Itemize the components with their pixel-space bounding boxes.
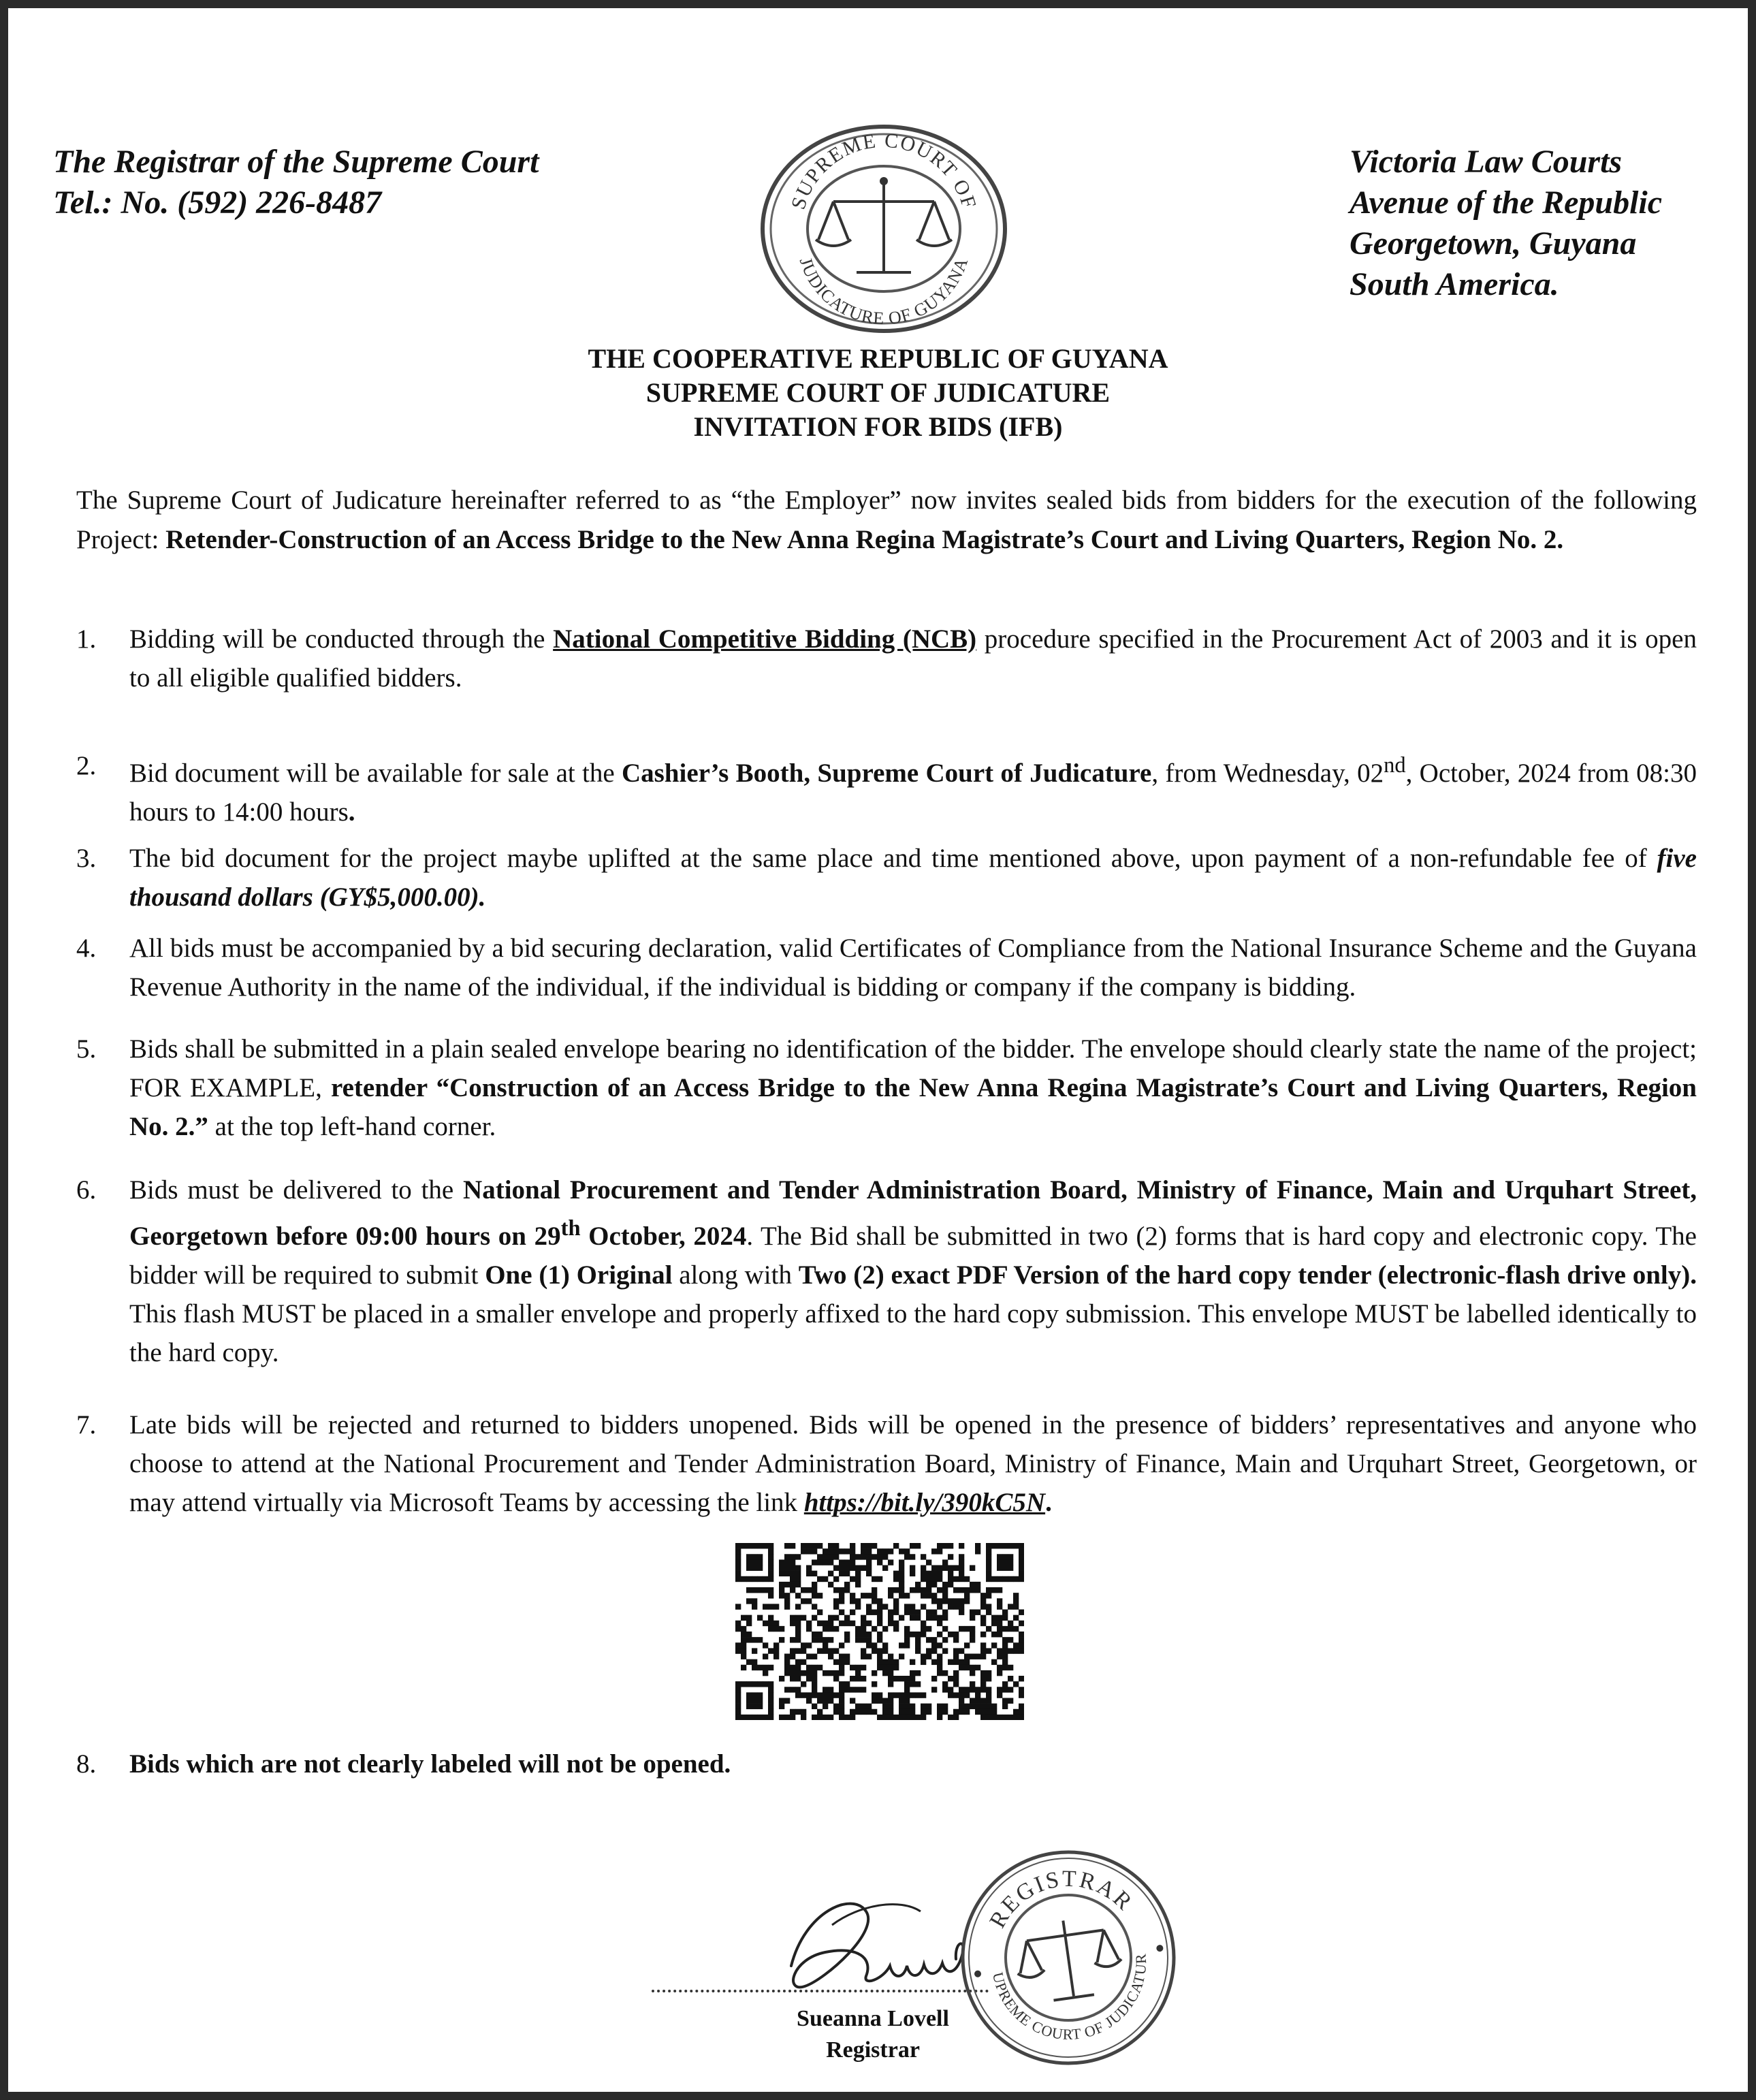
- item-period: .: [1045, 1488, 1052, 1517]
- list-item: [76, 839, 1697, 917]
- address-line: Victoria Law Courts: [1350, 144, 1623, 180]
- item-number: 5.: [76, 1034, 97, 1064]
- list-item: [76, 929, 1697, 1006]
- list-item: [76, 1405, 1697, 1522]
- registrar-signature: [764, 1884, 982, 2000]
- signature-line: [652, 1990, 989, 1992]
- item-text: . The Bid shall be submitted in two (2) forms that is hard copy and electronic copy. The bidder will be required to submit: [129, 1222, 1697, 1290]
- address-line: Georgetown, Guyana: [1350, 225, 1637, 261]
- delivery-location: National Procurement and Tender Administration Board, Ministry of Finance, Main and Urquhart Street, Georgetown before 09:00 hours on 29: [129, 1175, 1697, 1251]
- item-number: 7.: [76, 1410, 97, 1439]
- ifb-title: INVITATION FOR BIDS (IFB): [693, 411, 1063, 442]
- date-suffix: nd: [1384, 753, 1406, 778]
- intro-text: The Supreme Court of Judicature hereinafter referred to as “the Employer” now invites sealed bids from bidders for the execution of the following Project:: [76, 486, 1697, 554]
- item-number: 2.: [76, 751, 97, 780]
- delivery-date: October, 2024: [580, 1222, 747, 1251]
- item-text: The bid document for the project maybe uplifted at the same place and time mentioned above, upon payment of a non-refundable fee of: [129, 844, 1657, 873]
- list-item: [76, 746, 1697, 831]
- court-title: SUPREME COURT OF JUDICATURE: [645, 377, 1111, 408]
- document-titles: [8, 342, 1748, 444]
- item-text: procedure specified in the Procurement Act of 2003 and it is open to all eligible qualified bidders.: [129, 624, 1697, 693]
- svg-text:JUDICATURE OF GUYANA: JUDICATURE OF GUYANA: [795, 255, 972, 329]
- ncb-term: National Competitive Bidding (NCB): [553, 624, 977, 654]
- list-item: [76, 1171, 1697, 1372]
- original-copy: One (1) Original: [485, 1260, 673, 1290]
- item-text: along with: [672, 1260, 799, 1290]
- item-text: at the top left-hand corner.: [208, 1112, 496, 1141]
- svg-text:SUPREME COURT OF JUDICATURE: SUPREME COURT OF JUDICATURE: [989, 1952, 1150, 2043]
- item-period: .: [348, 797, 355, 827]
- item-number: 3.: [76, 844, 97, 873]
- item-text: Bidding will be conducted through the: [129, 624, 554, 654]
- address-line: South America.: [1350, 266, 1559, 302]
- item-text: Bid document will be available for sale at the: [129, 759, 622, 788]
- svg-text:REGISTRAR: REGISTRAR: [985, 1866, 1138, 1932]
- item-text: Bids which are not clearly labeled will not be opened.: [129, 1749, 731, 1779]
- date-suffix: th: [560, 1216, 581, 1241]
- court-address: [1350, 142, 1662, 305]
- signer-title: Registrar: [826, 2037, 920, 2063]
- item-text: This flash MUST be placed in a smaller envelope and properly affixed to the hard copy submission. This envelope MUST be labelled identically to the hard copy.: [129, 1299, 1697, 1367]
- project-name: Retender-Construction of an Access Bridge to the New Anna Regina Magistrate’s Court and Living Quarters, Region No. 2.: [165, 525, 1564, 554]
- item-text: All bids must be accompanied by a bid securing declaration, valid Certificates of Compliance from the National Insurance Scheme and the Guyana Revenue Authority in the name of the individual, if the individual is bidding or company if the company is bidding.: [129, 934, 1697, 1002]
- qr-code[interactable]: [735, 1543, 1024, 1720]
- cashier-booth: Cashier’s Booth, Supreme Court of Judicature: [621, 759, 1152, 788]
- item-text: Late bids will be rejected and returned to bidders unopened. Bids will be opened in the presence of bidders’ representatives and anyone who choose to attend at the National Procurement and Tender Administration Board, Ministry of Finance, Main and Urquhart Street, Georgetown, or may attend virtually via Microsoft Teams by accessing the link: [129, 1410, 1697, 1517]
- item-number: 6.: [76, 1175, 97, 1205]
- registrar-stamp: [956, 1845, 1181, 2070]
- item-text: Bids shall be submitted in a plain sealed envelope bearing no identification of the bidder. The envelope should clearly state the name of the project; FOR EXAMPLE,: [129, 1034, 1697, 1102]
- registrar-title: The Registrar of the Supreme Court: [53, 144, 539, 180]
- registrar-contact: [53, 142, 539, 223]
- list-item: [76, 1745, 1697, 1783]
- intro-paragraph: [76, 481, 1697, 560]
- list-item: [76, 1030, 1697, 1146]
- address-line: Avenue of the Republic: [1350, 185, 1663, 221]
- pdf-copies: Two (2) exact PDF Version of the hard copy tender (electronic-flash drive only).: [798, 1260, 1697, 1290]
- fee-amount: five thousand dollars (GY$5,000.00).: [129, 844, 1697, 912]
- registrar-phone: Tel.: No. (592) 226-8487: [53, 185, 382, 221]
- item-number: 8.: [76, 1749, 97, 1779]
- project-example: retender “Construction of an Access Bridge to the New Anna Regina Magistrate’s Court and Living Quarters, Region No. 2.”: [129, 1073, 1697, 1141]
- list-item: [76, 620, 1697, 697]
- item-text: , from Wednesday, 02: [1151, 759, 1384, 788]
- svg-text:SUPREME COURT OF: SUPREME COURT OF: [786, 129, 981, 212]
- signer-name: Sueanna Lovell: [797, 2006, 949, 2031]
- teams-link[interactable]: https://bit.ly/390kC5N: [803, 1488, 1046, 1517]
- item-text: , October, 2024 from 08:30 hours to 14:00 hours: [129, 759, 1697, 827]
- item-number: 4.: [76, 934, 97, 963]
- country-title: THE COOPERATIVE REPUBLIC OF GUYANA: [588, 343, 1168, 374]
- supreme-court-seal: [748, 120, 1020, 338]
- item-number: 1.: [76, 624, 97, 654]
- item-text: Bids must be delivered to the: [129, 1175, 464, 1205]
